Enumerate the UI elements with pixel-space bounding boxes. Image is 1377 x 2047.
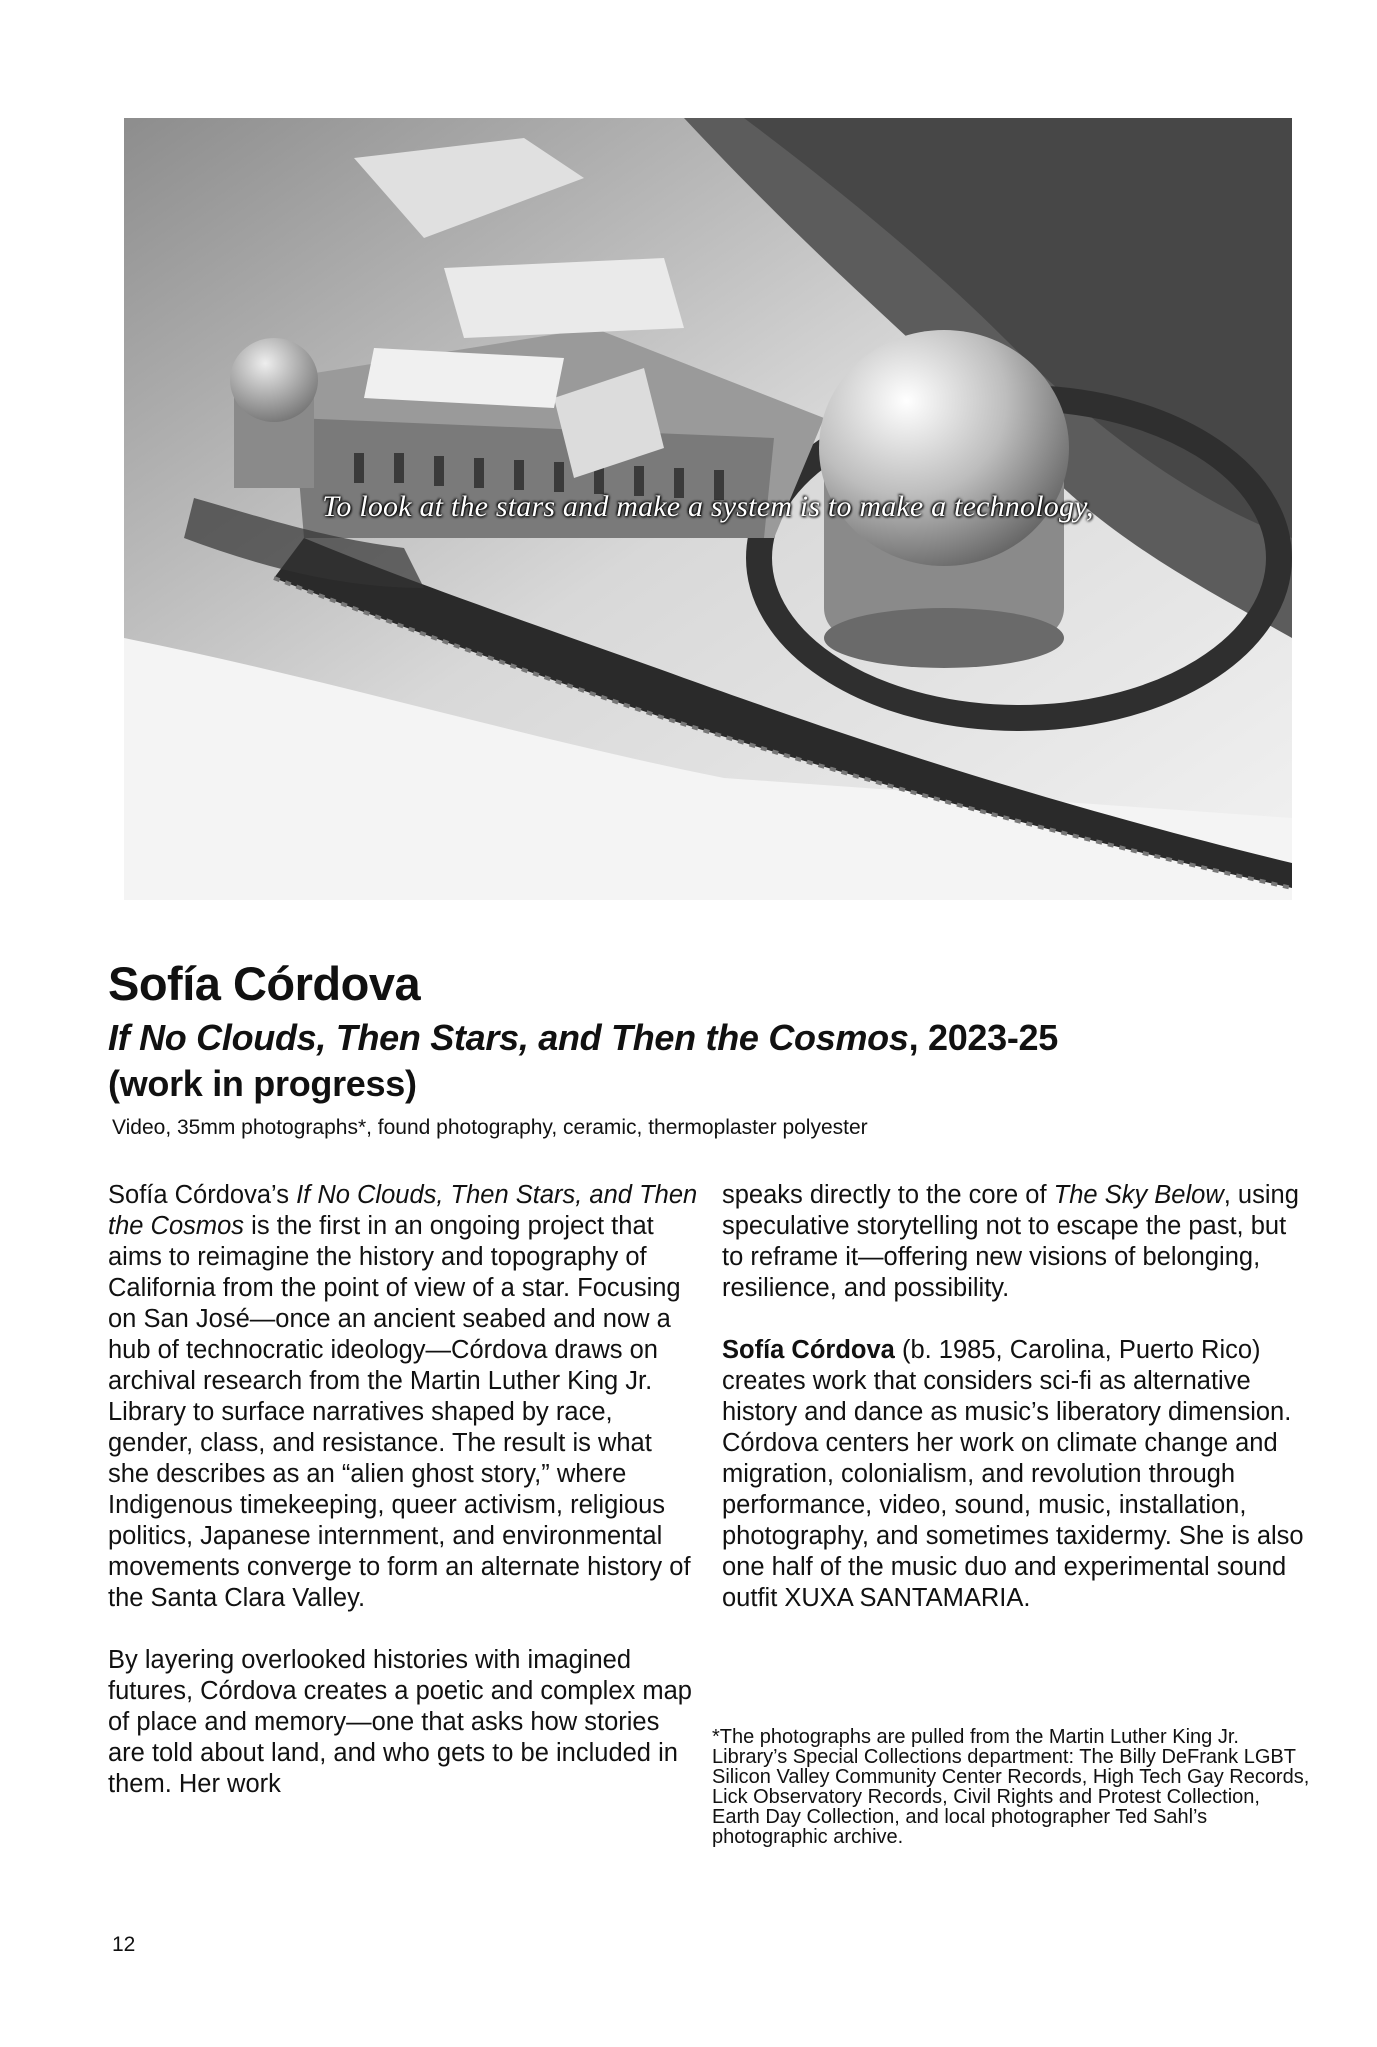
work-title-line bbox=[108, 1017, 1288, 1059]
paragraph-continued bbox=[722, 1180, 1304, 1304]
work-status: (work in progress) bbox=[108, 1063, 417, 1104]
footnote: *The photographs are pulled from the Martin Luther King Jr. Library’s Special Collections department: The Billy DeFrank LGBT Silicon Valley Community Center Records, High Tech Gay Records, Lick Observatory Records, Civil Rights and Protest Collection, Earth Day Collection, and local photographer Ted Sahl’s photographic archive. bbox=[712, 1726, 1310, 1848]
page-number: 12 bbox=[112, 1933, 136, 1956]
paragraph-intro-lead: Sofía Córdova’s bbox=[108, 1181, 297, 1209]
work-medium: Video, 35mm photographs*, found photography, ceramic, thermoplaster polyester bbox=[112, 1116, 868, 1139]
body-column-right bbox=[722, 1180, 1304, 1645]
paragraph-continued-lead: speaks directly to the core of bbox=[722, 1181, 1054, 1209]
work-year: , 2023-25 bbox=[908, 1017, 1058, 1058]
photo-caption: To look at the stars and make a system is to make a technology, bbox=[322, 490, 1094, 523]
work-title: If No Clouds, Then Stars, and Then the Cosmos bbox=[108, 1017, 909, 1058]
bio-artist-name: Sofía Córdova bbox=[722, 1336, 895, 1364]
paragraph-intro-title: If No Clouds, Then Stars, and Then the Cosmos bbox=[108, 1181, 698, 1240]
paragraph-intro-text: is the first in an ongoing project that aims to reimagine the history and topography of California from the point of view of a star. Focusing on San José—once an ancient seabed and now a hub of technocratic ideology—Córdova draws on archival research from the Martin Luther King Jr. Library to surface narratives shaped by race, gender, class, and resistance. The result is what she describes as an “alien ghost story,” where Indigenous timekeeping, queer activism, religious politics, Japanese internment, and environmental movements converge to form an alternate history of the Santa Clara Valley. bbox=[108, 1212, 691, 1612]
artist-name: Sofía Córdova bbox=[108, 957, 421, 1010]
paragraph-intro bbox=[108, 1180, 698, 1614]
exhibition-title: The Sky Below bbox=[1053, 1181, 1224, 1209]
bio-text: (b. 1985, Carolina, Puerto Rico) creates work that considers sci-fi as alternative history and dance as music’s liberatory dimension. Córdova centers her work on climate change and migration, colonialism, and revolution through performance, video, sound, music, installation, photography, and sometimes taxidermy. She is also one half of the music duo and experimental sound outfit XUXA SANTAMARIA. bbox=[722, 1336, 1304, 1612]
paragraph-continued-text: , using speculative storytelling not to escape the past, but to reframe it—offering new visions of belonging, resilience, and possibility. bbox=[722, 1181, 1299, 1302]
artist-bio bbox=[722, 1335, 1304, 1614]
body-column-left bbox=[108, 1180, 698, 1831]
observatory-photo bbox=[124, 118, 1292, 900]
paragraph-layering: By layering overlooked histories with imagined futures, Córdova creates a poetic and complex map of place and memory—one that asks how stories are told about land, and who gets to be included in them. Her work bbox=[108, 1646, 692, 1798]
title-block bbox=[108, 955, 1288, 1141]
